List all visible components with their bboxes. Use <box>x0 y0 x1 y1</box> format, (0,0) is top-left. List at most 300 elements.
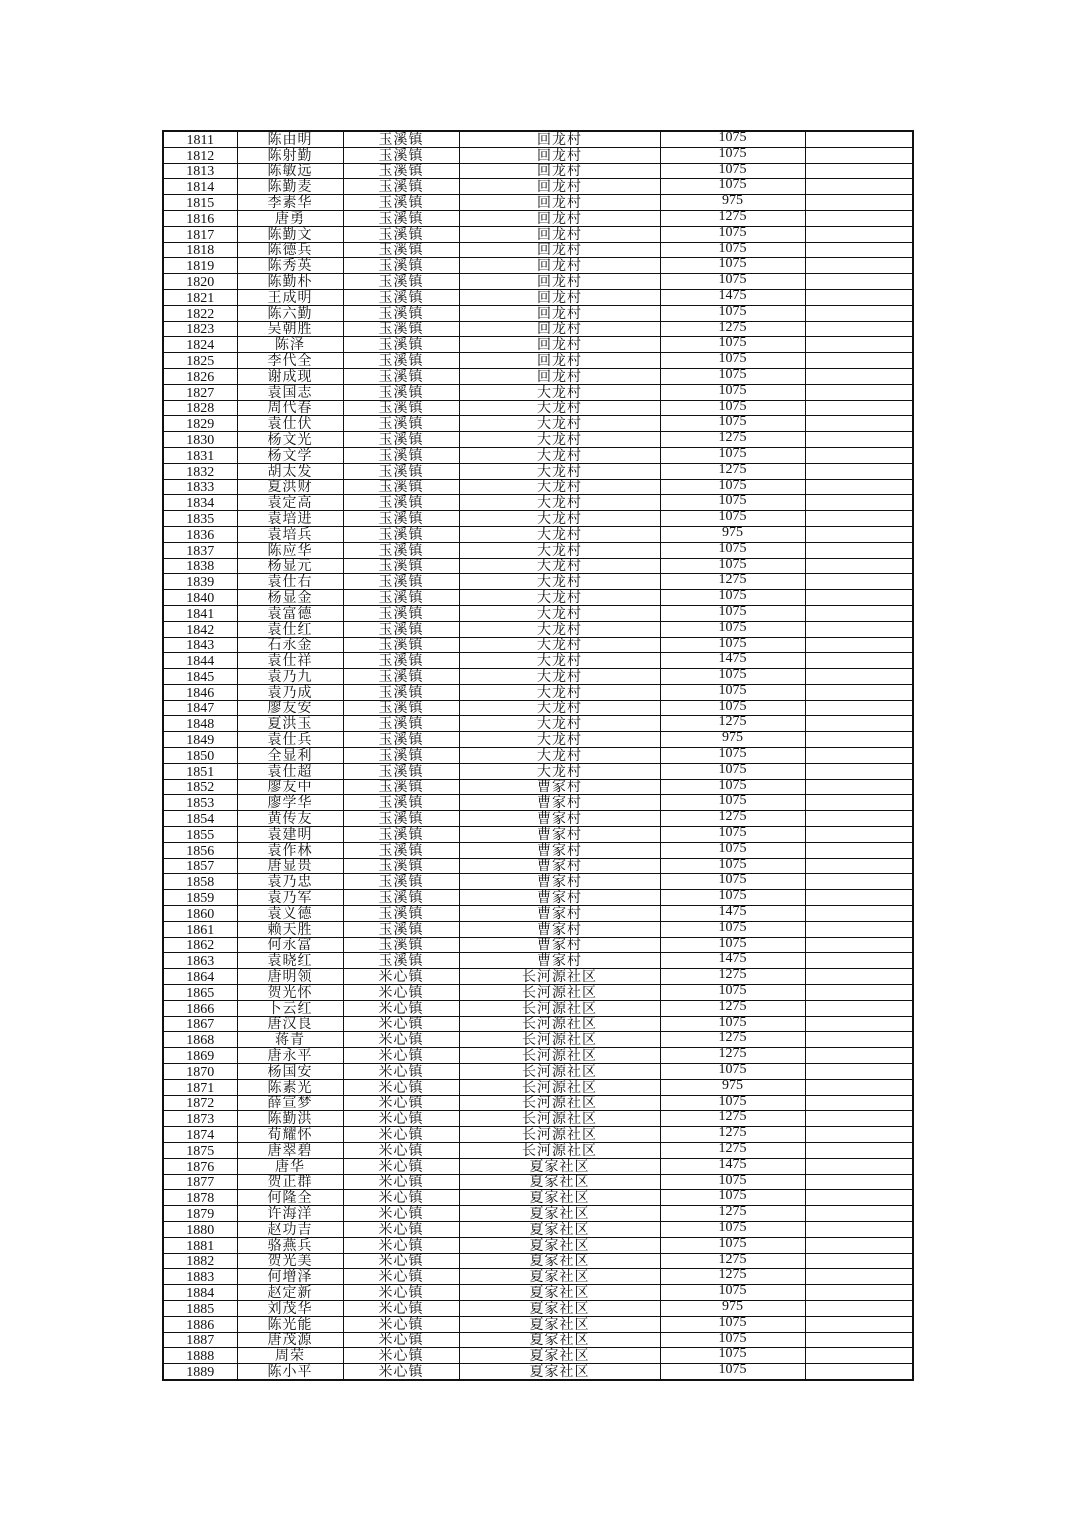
table-row <box>163 590 913 606</box>
town-cell: 玉溪镇 <box>343 953 459 969</box>
amount-cell: 1075 <box>660 890 805 906</box>
amount-cell: 1075 <box>660 985 805 1001</box>
village-cell: 大龙村 <box>459 716 660 732</box>
town-cell: 玉溪镇 <box>343 226 459 242</box>
remark-cell <box>805 305 913 321</box>
amount-cell: 1075 <box>660 937 805 953</box>
name-cell: 赖天胜 <box>237 921 343 937</box>
amount-cell: 1475 <box>660 653 805 669</box>
name-cell: 陈敏远 <box>237 163 343 179</box>
remark-cell <box>805 463 913 479</box>
name-cell: 唐汉良 <box>237 1016 343 1032</box>
remark-cell <box>805 1221 913 1237</box>
row-number-cell: 1814 <box>163 179 237 195</box>
table-row <box>163 716 913 732</box>
village-cell: 回龙村 <box>459 210 660 226</box>
name-cell: 陈勤文 <box>237 226 343 242</box>
village-cell: 长河源社区 <box>459 1127 660 1143</box>
name-cell: 石永金 <box>237 637 343 653</box>
table-row <box>163 921 913 937</box>
village-cell: 长河源社区 <box>459 1016 660 1032</box>
remark-cell <box>805 621 913 637</box>
name-cell: 袁仕祥 <box>237 653 343 669</box>
amount-cell: 975 <box>660 195 805 211</box>
amount-cell: 1275 <box>660 1032 805 1048</box>
amount-cell: 1075 <box>660 921 805 937</box>
name-cell: 袁国志 <box>237 384 343 400</box>
town-cell: 米心镇 <box>343 1253 459 1269</box>
town-cell: 米心镇 <box>343 1174 459 1190</box>
amount-cell: 1075 <box>660 337 805 353</box>
village-cell: 长河源社区 <box>459 1111 660 1127</box>
name-cell: 贺光怀 <box>237 985 343 1001</box>
town-cell: 玉溪镇 <box>343 542 459 558</box>
town-cell: 玉溪镇 <box>343 890 459 906</box>
row-number-cell: 1879 <box>163 1206 237 1222</box>
row-number-cell: 1826 <box>163 368 237 384</box>
town-cell: 玉溪镇 <box>343 906 459 922</box>
town-cell: 玉溪镇 <box>343 511 459 527</box>
row-number-cell: 1860 <box>163 906 237 922</box>
remark-cell <box>805 542 913 558</box>
town-cell: 米心镇 <box>343 969 459 985</box>
name-cell: 骆燕兵 <box>237 1237 343 1253</box>
name-cell: 陈素光 <box>237 1079 343 1095</box>
remark-cell <box>805 558 913 574</box>
remark-cell <box>805 432 913 448</box>
town-cell: 玉溪镇 <box>343 305 459 321</box>
table-row <box>163 416 913 432</box>
row-number-cell: 1887 <box>163 1332 237 1348</box>
town-cell: 玉溪镇 <box>343 716 459 732</box>
table-row <box>163 384 913 400</box>
table-row <box>163 1206 913 1222</box>
town-cell: 玉溪镇 <box>343 147 459 163</box>
name-cell: 李素华 <box>237 195 343 211</box>
town-cell: 玉溪镇 <box>343 400 459 416</box>
row-number-cell: 1819 <box>163 258 237 274</box>
amount-cell: 1075 <box>660 874 805 890</box>
table-row <box>163 131 913 147</box>
name-cell: 贺正群 <box>237 1174 343 1190</box>
remark-cell <box>805 1127 913 1143</box>
town-cell: 米心镇 <box>343 1127 459 1143</box>
town-cell: 玉溪镇 <box>343 495 459 511</box>
table-row <box>163 1111 913 1127</box>
row-number-cell: 1815 <box>163 195 237 211</box>
table-row <box>163 163 913 179</box>
remark-cell <box>805 1158 913 1174</box>
table-row <box>163 147 913 163</box>
village-cell: 回龙村 <box>459 353 660 369</box>
amount-cell: 1275 <box>660 1206 805 1222</box>
name-cell: 廖学华 <box>237 795 343 811</box>
town-cell: 玉溪镇 <box>343 921 459 937</box>
row-number-cell: 1874 <box>163 1127 237 1143</box>
remark-cell <box>805 147 913 163</box>
town-cell: 米心镇 <box>343 1064 459 1080</box>
town-cell: 玉溪镇 <box>343 447 459 463</box>
remark-cell <box>805 1300 913 1316</box>
remark-cell <box>805 811 913 827</box>
table-row <box>163 463 913 479</box>
name-cell: 赵定新 <box>237 1285 343 1301</box>
remark-cell <box>805 274 913 290</box>
amount-cell: 1275 <box>660 1253 805 1269</box>
table-row <box>163 1064 913 1080</box>
table-row <box>163 1300 913 1316</box>
village-cell: 大龙村 <box>459 511 660 527</box>
amount-cell: 1075 <box>660 305 805 321</box>
row-number-cell: 1842 <box>163 621 237 637</box>
village-cell: 长河源社区 <box>459 1048 660 1064</box>
remark-cell <box>805 937 913 953</box>
row-number-cell: 1827 <box>163 384 237 400</box>
remark-cell <box>805 732 913 748</box>
remark-cell <box>805 969 913 985</box>
remark-cell <box>805 1111 913 1127</box>
town-cell: 米心镇 <box>343 1332 459 1348</box>
name-cell: 全显利 <box>237 748 343 764</box>
row-number-cell: 1877 <box>163 1174 237 1190</box>
remark-cell <box>805 716 913 732</box>
remark-cell <box>805 748 913 764</box>
amount-cell: 1075 <box>660 590 805 606</box>
amount-cell: 1275 <box>660 432 805 448</box>
row-number-cell: 1885 <box>163 1300 237 1316</box>
amount-cell: 1075 <box>660 700 805 716</box>
amount-cell: 1075 <box>660 605 805 621</box>
row-number-cell: 1818 <box>163 242 237 258</box>
name-cell: 陈小平 <box>237 1364 343 1380</box>
amount-cell: 1075 <box>660 242 805 258</box>
amount-cell: 1075 <box>660 447 805 463</box>
village-cell: 夏家社区 <box>459 1158 660 1174</box>
remark-cell <box>805 906 913 922</box>
table-row <box>163 842 913 858</box>
table-row <box>163 321 913 337</box>
amount-cell: 1075 <box>660 1221 805 1237</box>
amount-cell: 975 <box>660 1300 805 1316</box>
name-cell: 唐茂源 <box>237 1332 343 1348</box>
table-row <box>163 558 913 574</box>
amount-cell: 1075 <box>660 1016 805 1032</box>
name-cell: 许海洋 <box>237 1206 343 1222</box>
town-cell: 米心镇 <box>343 1111 459 1127</box>
row-number-cell: 1889 <box>163 1364 237 1380</box>
amount-cell: 1075 <box>660 1174 805 1190</box>
town-cell: 玉溪镇 <box>343 874 459 890</box>
row-number-cell: 1872 <box>163 1095 237 1111</box>
village-cell: 曹家村 <box>459 811 660 827</box>
name-cell: 陈勤朴 <box>237 274 343 290</box>
row-number-cell: 1863 <box>163 953 237 969</box>
table-row <box>163 1348 913 1364</box>
remark-cell <box>805 242 913 258</box>
town-cell: 玉溪镇 <box>343 289 459 305</box>
remark-cell <box>805 637 913 653</box>
table-row <box>163 969 913 985</box>
table-row <box>163 1158 913 1174</box>
remark-cell <box>805 1048 913 1064</box>
table-row <box>163 1032 913 1048</box>
village-cell: 大龙村 <box>459 574 660 590</box>
amount-cell: 1475 <box>660 1158 805 1174</box>
town-cell: 玉溪镇 <box>343 779 459 795</box>
name-cell: 袁仕兵 <box>237 732 343 748</box>
row-number-cell: 1823 <box>163 321 237 337</box>
table-row <box>163 1364 913 1380</box>
village-cell: 回龙村 <box>459 305 660 321</box>
remark-cell <box>805 210 913 226</box>
town-cell: 玉溪镇 <box>343 684 459 700</box>
name-cell: 谢成现 <box>237 368 343 384</box>
amount-cell: 1075 <box>660 416 805 432</box>
town-cell: 米心镇 <box>343 1190 459 1206</box>
amount-cell: 1075 <box>660 542 805 558</box>
town-cell: 玉溪镇 <box>343 163 459 179</box>
amount-cell: 1075 <box>660 131 805 147</box>
name-cell: 何隆全 <box>237 1190 343 1206</box>
amount-cell: 1075 <box>660 353 805 369</box>
name-cell: 袁乃军 <box>237 890 343 906</box>
village-cell: 大龙村 <box>459 621 660 637</box>
town-cell: 米心镇 <box>343 1000 459 1016</box>
amount-cell: 1275 <box>660 1111 805 1127</box>
amount-cell: 1075 <box>660 163 805 179</box>
village-cell: 大龙村 <box>459 526 660 542</box>
village-cell: 夏家社区 <box>459 1316 660 1332</box>
amount-cell: 1075 <box>660 1064 805 1080</box>
name-cell: 袁建明 <box>237 827 343 843</box>
row-number-cell: 1845 <box>163 669 237 685</box>
table-row <box>163 811 913 827</box>
remark-cell <box>805 842 913 858</box>
town-cell: 玉溪镇 <box>343 321 459 337</box>
name-cell: 袁义德 <box>237 906 343 922</box>
row-number-cell: 1867 <box>163 1016 237 1032</box>
remark-cell <box>805 1190 913 1206</box>
remark-cell <box>805 1316 913 1332</box>
name-cell: 薛宣梦 <box>237 1095 343 1111</box>
row-number-cell: 1875 <box>163 1143 237 1159</box>
town-cell: 玉溪镇 <box>343 842 459 858</box>
town-cell: 米心镇 <box>343 1143 459 1159</box>
table-row <box>163 210 913 226</box>
village-cell: 大龙村 <box>459 653 660 669</box>
name-cell: 胡太发 <box>237 463 343 479</box>
town-cell: 玉溪镇 <box>343 368 459 384</box>
village-cell: 回龙村 <box>459 289 660 305</box>
table-row <box>163 858 913 874</box>
table-row <box>163 479 913 495</box>
row-number-cell: 1841 <box>163 605 237 621</box>
town-cell: 玉溪镇 <box>343 353 459 369</box>
amount-cell: 1075 <box>660 858 805 874</box>
town-cell: 玉溪镇 <box>343 605 459 621</box>
town-cell: 玉溪镇 <box>343 621 459 637</box>
village-cell: 大龙村 <box>459 748 660 764</box>
town-cell: 米心镇 <box>343 1348 459 1364</box>
table-row <box>163 874 913 890</box>
village-cell: 夏家社区 <box>459 1237 660 1253</box>
table-row <box>163 226 913 242</box>
village-cell: 夏家社区 <box>459 1174 660 1190</box>
town-cell: 玉溪镇 <box>343 131 459 147</box>
row-number-cell: 1848 <box>163 716 237 732</box>
town-cell: 米心镇 <box>343 1300 459 1316</box>
town-cell: 玉溪镇 <box>343 827 459 843</box>
village-cell: 曹家村 <box>459 921 660 937</box>
amount-cell: 1275 <box>660 321 805 337</box>
town-cell: 米心镇 <box>343 1095 459 1111</box>
village-cell: 回龙村 <box>459 258 660 274</box>
name-cell: 袁乃九 <box>237 669 343 685</box>
village-cell: 大龙村 <box>459 684 660 700</box>
amount-cell: 1075 <box>660 147 805 163</box>
row-number-cell: 1821 <box>163 289 237 305</box>
name-cell: 贺光美 <box>237 1253 343 1269</box>
table-row <box>163 1016 913 1032</box>
table-row <box>163 1190 913 1206</box>
remark-cell <box>805 1079 913 1095</box>
row-number-cell: 1813 <box>163 163 237 179</box>
beneficiary-table <box>162 130 914 1381</box>
village-cell: 夏家社区 <box>459 1221 660 1237</box>
table-body <box>163 131 913 1380</box>
row-number-cell: 1839 <box>163 574 237 590</box>
village-cell: 大龙村 <box>459 495 660 511</box>
name-cell: 廖友安 <box>237 700 343 716</box>
amount-cell: 1075 <box>660 511 805 527</box>
remark-cell <box>805 195 913 211</box>
village-cell: 曹家村 <box>459 906 660 922</box>
name-cell: 唐显贵 <box>237 858 343 874</box>
amount-cell: 1075 <box>660 258 805 274</box>
town-cell: 玉溪镇 <box>343 416 459 432</box>
remark-cell <box>805 1364 913 1380</box>
town-cell: 玉溪镇 <box>343 274 459 290</box>
name-cell: 袁仕伏 <box>237 416 343 432</box>
remark-cell <box>805 1064 913 1080</box>
table-row <box>163 732 913 748</box>
amount-cell: 1275 <box>660 1269 805 1285</box>
village-cell: 回龙村 <box>459 242 660 258</box>
village-cell: 长河源社区 <box>459 985 660 1001</box>
amount-cell: 1075 <box>660 842 805 858</box>
name-cell: 陈由明 <box>237 131 343 147</box>
name-cell: 黄传友 <box>237 811 343 827</box>
remark-cell <box>805 1285 913 1301</box>
name-cell: 廖友中 <box>237 779 343 795</box>
town-cell: 玉溪镇 <box>343 337 459 353</box>
village-cell: 夏家社区 <box>459 1269 660 1285</box>
table-row <box>163 574 913 590</box>
remark-cell <box>805 953 913 969</box>
amount-cell: 1075 <box>660 763 805 779</box>
remark-cell <box>805 779 913 795</box>
town-cell: 米心镇 <box>343 1316 459 1332</box>
village-cell: 长河源社区 <box>459 1095 660 1111</box>
table-row <box>163 653 913 669</box>
table-row <box>163 1285 913 1301</box>
village-cell: 大龙村 <box>459 416 660 432</box>
row-number-cell: 1851 <box>163 763 237 779</box>
village-cell: 夏家社区 <box>459 1300 660 1316</box>
village-cell: 回龙村 <box>459 163 660 179</box>
village-cell: 大龙村 <box>459 542 660 558</box>
row-number-cell: 1886 <box>163 1316 237 1332</box>
remark-cell <box>805 653 913 669</box>
town-cell: 玉溪镇 <box>343 574 459 590</box>
table-row <box>163 890 913 906</box>
row-number-cell: 1855 <box>163 827 237 843</box>
table-row <box>163 985 913 1001</box>
row-number-cell: 1869 <box>163 1048 237 1064</box>
row-number-cell: 1820 <box>163 274 237 290</box>
town-cell: 米心镇 <box>343 985 459 1001</box>
row-number-cell: 1833 <box>163 479 237 495</box>
village-cell: 曹家村 <box>459 874 660 890</box>
remark-cell <box>805 1269 913 1285</box>
name-cell: 吴朝胜 <box>237 321 343 337</box>
remark-cell <box>805 447 913 463</box>
row-number-cell: 1811 <box>163 131 237 147</box>
name-cell: 唐明领 <box>237 969 343 985</box>
row-number-cell: 1858 <box>163 874 237 890</box>
name-cell: 李代全 <box>237 353 343 369</box>
village-cell: 大龙村 <box>459 463 660 479</box>
row-number-cell: 1817 <box>163 226 237 242</box>
amount-cell: 1275 <box>660 1048 805 1064</box>
amount-cell: 1075 <box>660 179 805 195</box>
village-cell: 长河源社区 <box>459 1032 660 1048</box>
amount-cell: 1075 <box>660 827 805 843</box>
table-row <box>163 1221 913 1237</box>
village-cell: 夏家社区 <box>459 1364 660 1380</box>
table-row <box>163 195 913 211</box>
table-row <box>163 1269 913 1285</box>
table-row <box>163 274 913 290</box>
amount-cell: 1275 <box>660 716 805 732</box>
row-number-cell: 1847 <box>163 700 237 716</box>
remark-cell <box>805 495 913 511</box>
village-cell: 长河源社区 <box>459 1064 660 1080</box>
village-cell: 回龙村 <box>459 226 660 242</box>
table-row <box>163 242 913 258</box>
row-number-cell: 1846 <box>163 684 237 700</box>
row-number-cell: 1828 <box>163 400 237 416</box>
village-cell: 夏家社区 <box>459 1206 660 1222</box>
town-cell: 米心镇 <box>343 1032 459 1048</box>
row-number-cell: 1881 <box>163 1237 237 1253</box>
name-cell: 何增泽 <box>237 1269 343 1285</box>
amount-cell: 1075 <box>660 558 805 574</box>
village-cell: 长河源社区 <box>459 1143 660 1159</box>
village-cell: 大龙村 <box>459 637 660 653</box>
amount-cell: 1275 <box>660 1000 805 1016</box>
amount-cell: 1275 <box>660 463 805 479</box>
town-cell: 玉溪镇 <box>343 479 459 495</box>
row-number-cell: 1824 <box>163 337 237 353</box>
row-number-cell: 1871 <box>163 1079 237 1095</box>
amount-cell: 1275 <box>660 969 805 985</box>
amount-cell: 1075 <box>660 1190 805 1206</box>
amount-cell: 1075 <box>660 274 805 290</box>
amount-cell: 975 <box>660 1079 805 1095</box>
remark-cell <box>805 763 913 779</box>
table-row <box>163 700 913 716</box>
